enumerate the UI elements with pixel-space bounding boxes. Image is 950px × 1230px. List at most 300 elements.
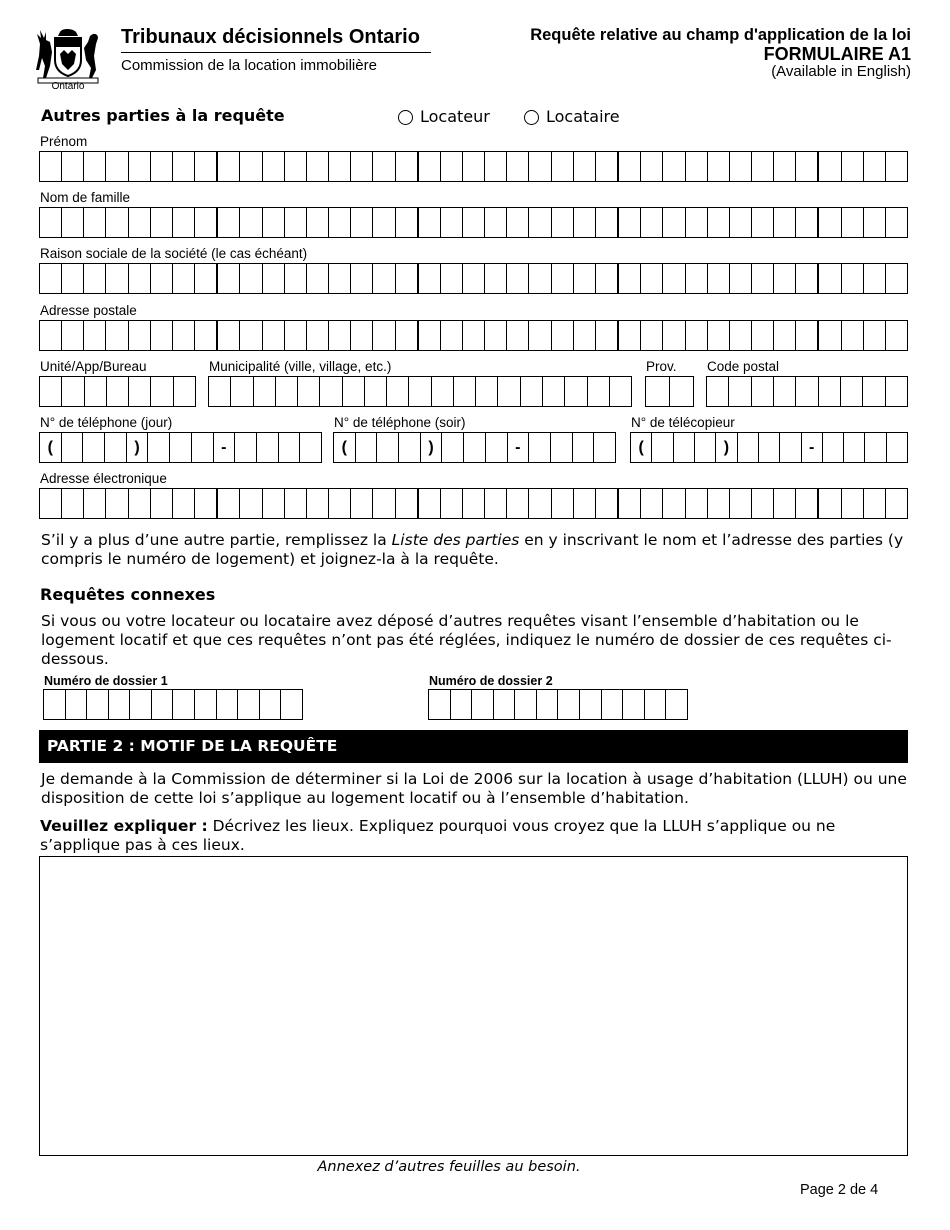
- char-box[interactable]: [751, 377, 773, 406]
- char-box[interactable]: [617, 264, 640, 293]
- char-box[interactable]: [885, 489, 907, 518]
- char-box[interactable]: [475, 377, 497, 406]
- char-box[interactable]: [484, 264, 506, 293]
- char-box[interactable]: [83, 264, 105, 293]
- char-box[interactable]: [729, 489, 751, 518]
- char-box[interactable]: [172, 489, 194, 518]
- email-field[interactable]: [39, 488, 908, 519]
- char-box[interactable]: [61, 433, 83, 462]
- char-box[interactable]: [795, 377, 817, 406]
- char-box[interactable]: [886, 433, 907, 462]
- char-box[interactable]: [262, 208, 284, 237]
- char-box[interactable]: [863, 152, 885, 181]
- char-box[interactable]: [773, 321, 795, 350]
- char-box[interactable]: [372, 321, 394, 350]
- char-box[interactable]: [172, 208, 194, 237]
- char-box[interactable]: [646, 377, 669, 406]
- char-box[interactable]: [673, 433, 694, 462]
- char-box[interactable]: [758, 433, 779, 462]
- char-box[interactable]: [395, 208, 417, 237]
- char-box[interactable]: [707, 321, 729, 350]
- char-box[interactable]: [773, 152, 795, 181]
- char-box[interactable]: [863, 264, 885, 293]
- char-box[interactable]: [441, 433, 463, 462]
- char-box[interactable]: [462, 208, 484, 237]
- address-field[interactable]: [39, 320, 908, 351]
- char-box[interactable]: [299, 433, 321, 462]
- char-box[interactable]: [640, 152, 662, 181]
- file-1-field[interactable]: [43, 689, 303, 720]
- char-box[interactable]: [773, 264, 795, 293]
- char-box[interactable]: [173, 377, 195, 406]
- char-box[interactable]: [194, 264, 216, 293]
- char-box[interactable]: [506, 152, 528, 181]
- char-box[interactable]: [573, 208, 595, 237]
- char-box[interactable]: [863, 208, 885, 237]
- char-box[interactable]: [150, 264, 172, 293]
- char-box[interactable]: [106, 377, 128, 406]
- char-box[interactable]: [564, 377, 586, 406]
- char-box[interactable]: [284, 264, 306, 293]
- char-box[interactable]: [528, 321, 550, 350]
- char-box[interactable]: [795, 321, 817, 350]
- char-box[interactable]: [150, 377, 172, 406]
- unit-field[interactable]: [39, 376, 196, 407]
- char-box[interactable]: [194, 690, 216, 719]
- char-box[interactable]: [587, 377, 609, 406]
- char-box[interactable]: [216, 208, 239, 237]
- char-box[interactable]: [579, 690, 601, 719]
- char-box[interactable]: [528, 152, 550, 181]
- char-box[interactable]: [306, 264, 328, 293]
- char-box[interactable]: [640, 208, 662, 237]
- char-box[interactable]: [729, 321, 751, 350]
- char-box[interactable]: [328, 208, 350, 237]
- char-box[interactable]: [284, 321, 306, 350]
- char-box[interactable]: [601, 690, 623, 719]
- char-box[interactable]: [40, 489, 61, 518]
- char-box[interactable]: [239, 489, 261, 518]
- char-box[interactable]: [685, 321, 707, 350]
- company-field[interactable]: [39, 263, 908, 294]
- char-box[interactable]: [172, 321, 194, 350]
- char-box[interactable]: [82, 433, 104, 462]
- char-box[interactable]: [773, 489, 795, 518]
- char-box[interactable]: [551, 208, 573, 237]
- char-box[interactable]: [862, 377, 884, 406]
- char-box[interactable]: [818, 377, 840, 406]
- char-box[interactable]: [128, 264, 150, 293]
- char-box[interactable]: [685, 208, 707, 237]
- char-box[interactable]: [707, 264, 729, 293]
- char-box[interactable]: [506, 264, 528, 293]
- char-box[interactable]: [194, 152, 216, 181]
- char-box[interactable]: [355, 433, 377, 462]
- char-box[interactable]: [150, 152, 172, 181]
- char-box[interactable]: [172, 152, 194, 181]
- char-box[interactable]: [395, 489, 417, 518]
- char-box[interactable]: [395, 321, 417, 350]
- char-box[interactable]: [485, 433, 507, 462]
- char-box[interactable]: [372, 264, 394, 293]
- char-box[interactable]: [528, 489, 550, 518]
- char-box[interactable]: [216, 264, 239, 293]
- char-box[interactable]: [256, 433, 278, 462]
- char-box[interactable]: [640, 264, 662, 293]
- char-box[interactable]: [729, 264, 751, 293]
- char-box[interactable]: [150, 208, 172, 237]
- char-box[interactable]: [372, 208, 394, 237]
- char-box[interactable]: [462, 321, 484, 350]
- char-box[interactable]: [651, 433, 672, 462]
- char-box[interactable]: [506, 208, 528, 237]
- char-box[interactable]: [453, 377, 475, 406]
- char-box[interactable]: [542, 377, 564, 406]
- char-box[interactable]: [573, 489, 595, 518]
- char-box[interactable]: [262, 321, 284, 350]
- char-box[interactable]: [573, 264, 595, 293]
- char-box[interactable]: [795, 489, 817, 518]
- char-box[interactable]: [105, 321, 127, 350]
- char-box[interactable]: [864, 433, 885, 462]
- char-box[interactable]: [105, 208, 127, 237]
- char-box[interactable]: [372, 152, 394, 181]
- char-box[interactable]: [278, 433, 300, 462]
- char-box[interactable]: [841, 321, 863, 350]
- char-box[interactable]: [528, 208, 550, 237]
- char-box[interactable]: [83, 152, 105, 181]
- char-box[interactable]: [417, 264, 440, 293]
- char-box[interactable]: [885, 377, 907, 406]
- char-box[interactable]: [595, 321, 617, 350]
- char-box[interactable]: [484, 208, 506, 237]
- char-box[interactable]: [450, 690, 472, 719]
- char-box[interactable]: [863, 321, 885, 350]
- char-box[interactable]: [239, 208, 261, 237]
- char-box[interactable]: [61, 208, 83, 237]
- char-box[interactable]: [216, 152, 239, 181]
- char-box[interactable]: [595, 208, 617, 237]
- char-box[interactable]: [514, 690, 536, 719]
- char-box[interactable]: [795, 152, 817, 181]
- char-box[interactable]: [551, 489, 573, 518]
- char-box[interactable]: [328, 264, 350, 293]
- char-box[interactable]: [795, 264, 817, 293]
- char-box[interactable]: [506, 489, 528, 518]
- file-2-field[interactable]: [428, 689, 688, 720]
- char-box[interactable]: [779, 433, 800, 462]
- char-box[interactable]: [350, 321, 372, 350]
- char-box[interactable]: [262, 152, 284, 181]
- char-box[interactable]: [885, 264, 907, 293]
- char-box[interactable]: [707, 377, 728, 406]
- char-box[interactable]: [885, 321, 907, 350]
- char-box[interactable]: [275, 377, 297, 406]
- char-box[interactable]: [557, 690, 579, 719]
- char-box[interactable]: [493, 690, 515, 719]
- phone-day-field[interactable]: [39, 432, 322, 463]
- char-box[interactable]: [817, 152, 840, 181]
- char-box[interactable]: [234, 433, 256, 462]
- char-box[interactable]: [506, 321, 528, 350]
- char-box[interactable]: [209, 377, 230, 406]
- char-box[interactable]: [640, 489, 662, 518]
- char-box[interactable]: [729, 208, 751, 237]
- char-box[interactable]: [61, 321, 83, 350]
- char-box[interactable]: [61, 152, 83, 181]
- char-box[interactable]: [536, 690, 558, 719]
- char-box[interactable]: [669, 377, 693, 406]
- char-box[interactable]: [550, 433, 572, 462]
- char-box[interactable]: [172, 264, 194, 293]
- char-box[interactable]: [262, 489, 284, 518]
- char-box[interactable]: [108, 690, 130, 719]
- char-box[interactable]: [662, 489, 684, 518]
- char-box[interactable]: [429, 690, 450, 719]
- char-box[interactable]: [128, 377, 150, 406]
- char-box[interactable]: [729, 152, 751, 181]
- char-box[interactable]: [40, 152, 61, 181]
- char-box[interactable]: [239, 152, 261, 181]
- char-box[interactable]: [216, 690, 238, 719]
- char-box[interactable]: [237, 690, 259, 719]
- char-box[interactable]: [665, 690, 687, 719]
- char-box[interactable]: [685, 489, 707, 518]
- char-box[interactable]: [417, 208, 440, 237]
- char-box[interactable]: [350, 264, 372, 293]
- char-box[interactable]: [609, 377, 631, 406]
- char-box[interactable]: [644, 690, 666, 719]
- char-box[interactable]: [751, 152, 773, 181]
- char-box[interactable]: [773, 208, 795, 237]
- char-box[interactable]: [462, 264, 484, 293]
- char-box[interactable]: [306, 489, 328, 518]
- char-box[interactable]: [471, 690, 493, 719]
- char-box[interactable]: [284, 208, 306, 237]
- fax-field[interactable]: [630, 432, 908, 463]
- char-box[interactable]: [83, 321, 105, 350]
- explanation-textarea[interactable]: [39, 856, 908, 1156]
- char-box[interactable]: [737, 433, 758, 462]
- char-box[interactable]: [40, 321, 61, 350]
- char-box[interactable]: [640, 321, 662, 350]
- char-box[interactable]: [528, 433, 550, 462]
- char-box[interactable]: [61, 264, 83, 293]
- char-box[interactable]: [105, 152, 127, 181]
- char-box[interactable]: [463, 433, 485, 462]
- char-box[interactable]: [350, 152, 372, 181]
- char-box[interactable]: [728, 377, 750, 406]
- char-box[interactable]: [885, 152, 907, 181]
- char-box[interactable]: [61, 377, 83, 406]
- char-box[interactable]: [595, 264, 617, 293]
- char-box[interactable]: [707, 208, 729, 237]
- char-box[interactable]: [841, 208, 863, 237]
- char-box[interactable]: [83, 489, 105, 518]
- char-box[interactable]: [841, 264, 863, 293]
- char-box[interactable]: [83, 208, 105, 237]
- char-box[interactable]: [573, 152, 595, 181]
- char-box[interactable]: [440, 321, 462, 350]
- char-box[interactable]: [863, 489, 885, 518]
- char-box[interactable]: [191, 433, 213, 462]
- char-box[interactable]: [395, 152, 417, 181]
- char-box[interactable]: [151, 690, 173, 719]
- char-box[interactable]: [328, 152, 350, 181]
- char-box[interactable]: [462, 152, 484, 181]
- char-box[interactable]: [841, 489, 863, 518]
- char-box[interactable]: [622, 690, 644, 719]
- char-box[interactable]: [297, 377, 319, 406]
- char-box[interactable]: [751, 489, 773, 518]
- char-box[interactable]: [484, 489, 506, 518]
- char-box[interactable]: [617, 208, 640, 237]
- char-box[interactable]: [440, 264, 462, 293]
- char-box[interactable]: [462, 489, 484, 518]
- char-box[interactable]: [795, 208, 817, 237]
- char-box[interactable]: [551, 152, 573, 181]
- char-box[interactable]: [417, 321, 440, 350]
- char-box[interactable]: [239, 264, 261, 293]
- char-box[interactable]: [328, 321, 350, 350]
- postal-code-field[interactable]: [706, 376, 908, 407]
- char-box[interactable]: [572, 433, 594, 462]
- char-box[interactable]: [431, 377, 453, 406]
- char-box[interactable]: [372, 489, 394, 518]
- char-box[interactable]: [822, 433, 843, 462]
- char-box[interactable]: [169, 433, 191, 462]
- char-box[interactable]: [280, 690, 302, 719]
- char-box[interactable]: [662, 321, 684, 350]
- char-box[interactable]: [284, 152, 306, 181]
- char-box[interactable]: [194, 321, 216, 350]
- char-box[interactable]: [150, 489, 172, 518]
- char-box[interactable]: [376, 433, 398, 462]
- char-box[interactable]: [128, 489, 150, 518]
- char-box[interactable]: [595, 489, 617, 518]
- char-box[interactable]: [44, 690, 65, 719]
- char-box[interactable]: [751, 321, 773, 350]
- char-box[interactable]: [239, 321, 261, 350]
- char-box[interactable]: [306, 208, 328, 237]
- char-box[interactable]: [484, 152, 506, 181]
- char-box[interactable]: [707, 152, 729, 181]
- char-box[interactable]: [284, 489, 306, 518]
- char-box[interactable]: [417, 489, 440, 518]
- char-box[interactable]: [262, 264, 284, 293]
- char-box[interactable]: [86, 690, 108, 719]
- char-box[interactable]: [817, 264, 840, 293]
- char-box[interactable]: [440, 489, 462, 518]
- char-box[interactable]: [395, 264, 417, 293]
- char-box[interactable]: [216, 321, 239, 350]
- char-box[interactable]: [497, 377, 519, 406]
- char-box[interactable]: [40, 208, 61, 237]
- char-box[interactable]: [417, 152, 440, 181]
- char-box[interactable]: [147, 433, 169, 462]
- municipality-field[interactable]: [208, 376, 632, 407]
- char-box[interactable]: [440, 152, 462, 181]
- char-box[interactable]: [104, 433, 126, 462]
- char-box[interactable]: [551, 321, 573, 350]
- char-box[interactable]: [694, 433, 715, 462]
- char-box[interactable]: [617, 152, 640, 181]
- char-box[interactable]: [817, 321, 840, 350]
- char-box[interactable]: [386, 377, 408, 406]
- char-box[interactable]: [817, 208, 840, 237]
- char-box[interactable]: [408, 377, 430, 406]
- char-box[interactable]: [751, 264, 773, 293]
- char-box[interactable]: [843, 433, 864, 462]
- char-box[interactable]: [773, 377, 795, 406]
- char-box[interactable]: [662, 208, 684, 237]
- char-box[interactable]: [593, 433, 615, 462]
- char-box[interactable]: [817, 489, 840, 518]
- char-box[interactable]: [306, 321, 328, 350]
- char-box[interactable]: [885, 208, 907, 237]
- char-box[interactable]: [840, 377, 862, 406]
- char-box[interactable]: [707, 489, 729, 518]
- char-box[interactable]: [484, 321, 506, 350]
- phone-evening-field[interactable]: [333, 432, 616, 463]
- char-box[interactable]: [253, 377, 275, 406]
- char-box[interactable]: [128, 152, 150, 181]
- char-box[interactable]: [685, 152, 707, 181]
- char-box[interactable]: [841, 152, 863, 181]
- char-box[interactable]: [306, 152, 328, 181]
- landlord-radio[interactable]: [398, 110, 413, 125]
- char-box[interactable]: [61, 489, 83, 518]
- char-box[interactable]: [129, 690, 151, 719]
- char-box[interactable]: [194, 208, 216, 237]
- char-box[interactable]: [40, 264, 61, 293]
- char-box[interactable]: [150, 321, 172, 350]
- char-box[interactable]: [342, 377, 364, 406]
- char-box[interactable]: [172, 690, 194, 719]
- tenant-radio[interactable]: [524, 110, 539, 125]
- char-box[interactable]: [128, 208, 150, 237]
- province-field[interactable]: [645, 376, 694, 407]
- char-box[interactable]: [350, 489, 372, 518]
- char-box[interactable]: [573, 321, 595, 350]
- char-box[interactable]: [194, 489, 216, 518]
- char-box[interactable]: [84, 377, 106, 406]
- char-box[interactable]: [259, 690, 281, 719]
- char-box[interactable]: [551, 264, 573, 293]
- char-box[interactable]: [364, 377, 386, 406]
- char-box[interactable]: [40, 377, 61, 406]
- char-box[interactable]: [398, 433, 420, 462]
- char-box[interactable]: [105, 264, 127, 293]
- first-name-field[interactable]: [39, 151, 908, 182]
- char-box[interactable]: [685, 264, 707, 293]
- char-box[interactable]: [662, 264, 684, 293]
- char-box[interactable]: [595, 152, 617, 181]
- char-box[interactable]: [520, 377, 542, 406]
- last-name-field[interactable]: [39, 207, 908, 238]
- char-box[interactable]: [751, 208, 773, 237]
- char-box[interactable]: [216, 489, 239, 518]
- char-box[interactable]: [617, 321, 640, 350]
- char-box[interactable]: [105, 489, 127, 518]
- char-box[interactable]: [328, 489, 350, 518]
- char-box[interactable]: [319, 377, 341, 406]
- char-box[interactable]: [65, 690, 87, 719]
- char-box[interactable]: [617, 489, 640, 518]
- char-box[interactable]: [350, 208, 372, 237]
- char-box[interactable]: [230, 377, 252, 406]
- char-box[interactable]: [128, 321, 150, 350]
